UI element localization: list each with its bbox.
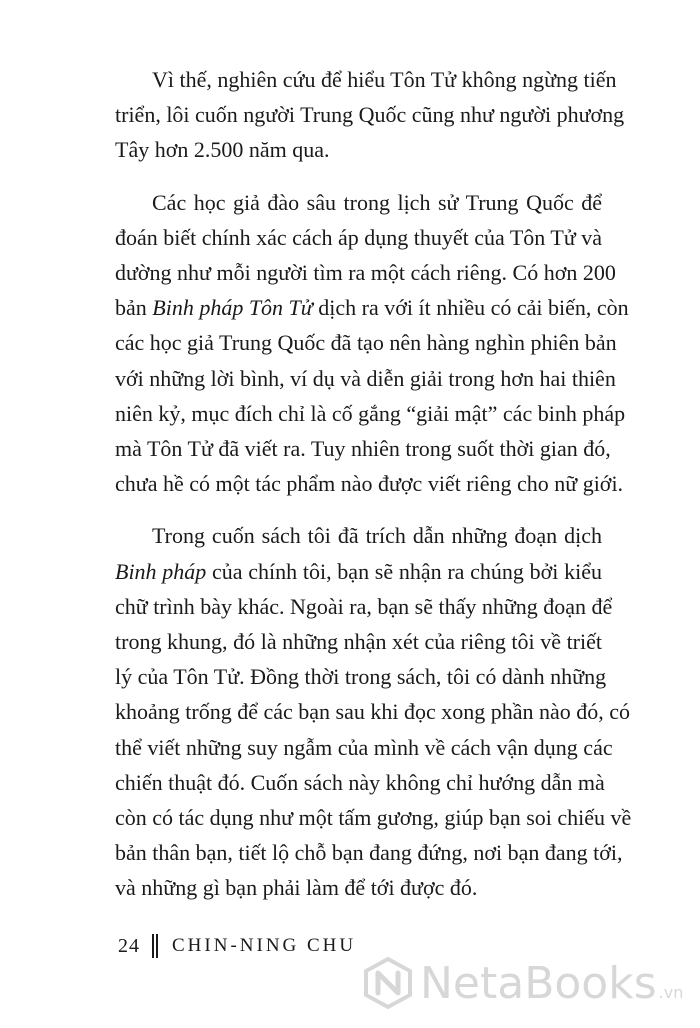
- page-number: 24: [118, 934, 140, 957]
- text-line: chiến thuật đó. Cuốn sách này không chỉ hướng dẫn mà: [115, 769, 605, 795]
- text-line: chưa hề có một tác phẩm nào được viết riêng cho nữ giới.: [115, 471, 624, 497]
- text-line: Các học giả đào sâu trong lịch sử Trung Quốc để: [152, 189, 602, 215]
- page-footer: [118, 931, 356, 961]
- text-line: lý của Tôn Tử. Đồng thời trong sách, tôi có dành những: [115, 664, 607, 690]
- text-line: đoán biết chính xác cách áp dụng thuyết của Tôn Tử và: [115, 224, 603, 250]
- text-line: bản Binh pháp Tôn Tử dịch ra với ít nhiều có cải biến, còn: [115, 295, 629, 321]
- text-line: và những gì bạn phải làm để tới được đó.: [115, 875, 478, 901]
- text-line: triển, lôi cuốn người Trung Quốc cũng như người phương: [115, 102, 625, 128]
- text-line: Trong cuốn sách tôi đã trích dẫn những đoạn dịch: [152, 523, 602, 549]
- text-line: Tây hơn 2.500 năm qua.: [115, 137, 330, 163]
- text-line: trong khung, đó là những nhận xét của riêng tôi về triết: [115, 629, 602, 655]
- paragraph: [115, 62, 625, 168]
- netabooks-logo-icon: [360, 955, 416, 1011]
- text-line: chữ trình bày khác. Ngoài ra, bạn sẽ thấy những đoạn để: [115, 593, 613, 619]
- text-line: với những lời bình, ví dụ và diễn giải trong hơn hai thiên: [115, 365, 616, 391]
- paragraph: [115, 185, 629, 502]
- text-line: mà Tôn Tử đã viết ra. Tuy nhiên trong suốt thời gian đó,: [115, 436, 611, 462]
- footer-divider: [152, 934, 158, 958]
- text-line: khoảng trống để các bạn sau khi đọc xong phần nào đó, có: [115, 699, 631, 725]
- text-line: Vì thế, nghiên cứu để hiểu Tôn Tử không ngừng tiến: [152, 67, 617, 92]
- watermark-text: NetaBooks: [420, 957, 657, 1009]
- author-name: CHIN-NING CHU: [172, 935, 357, 956]
- watermark-suffix: .vn: [658, 983, 684, 1002]
- text-line: niên kỷ, mục đích chỉ là cố gắng “giải mật” các binh pháp: [115, 400, 626, 426]
- watermark: [360, 948, 683, 1018]
- text-line: các học giả Trung Quốc đã tạo nên hàng nghìn phiên bản: [115, 330, 617, 356]
- text-line: thể viết những suy ngẫm của mình về cách vận dụng các: [115, 734, 613, 760]
- text-line: bản thân bạn, tiết lộ chỗ bạn đang đứng, nơi bạn đang tới,: [115, 840, 623, 866]
- body-text: [115, 62, 632, 923]
- text-line: Binh pháp của chính tôi, bạn sẽ nhận ra chúng bởi kiểu: [115, 558, 602, 584]
- text-line: dường như mỗi người tìm ra một cách riêng. Có hơn 200: [115, 260, 616, 286]
- paragraph: [115, 518, 632, 905]
- text-line: còn có tác dụng như một tấm gương, giúp bạn soi chiếu về: [115, 805, 632, 831]
